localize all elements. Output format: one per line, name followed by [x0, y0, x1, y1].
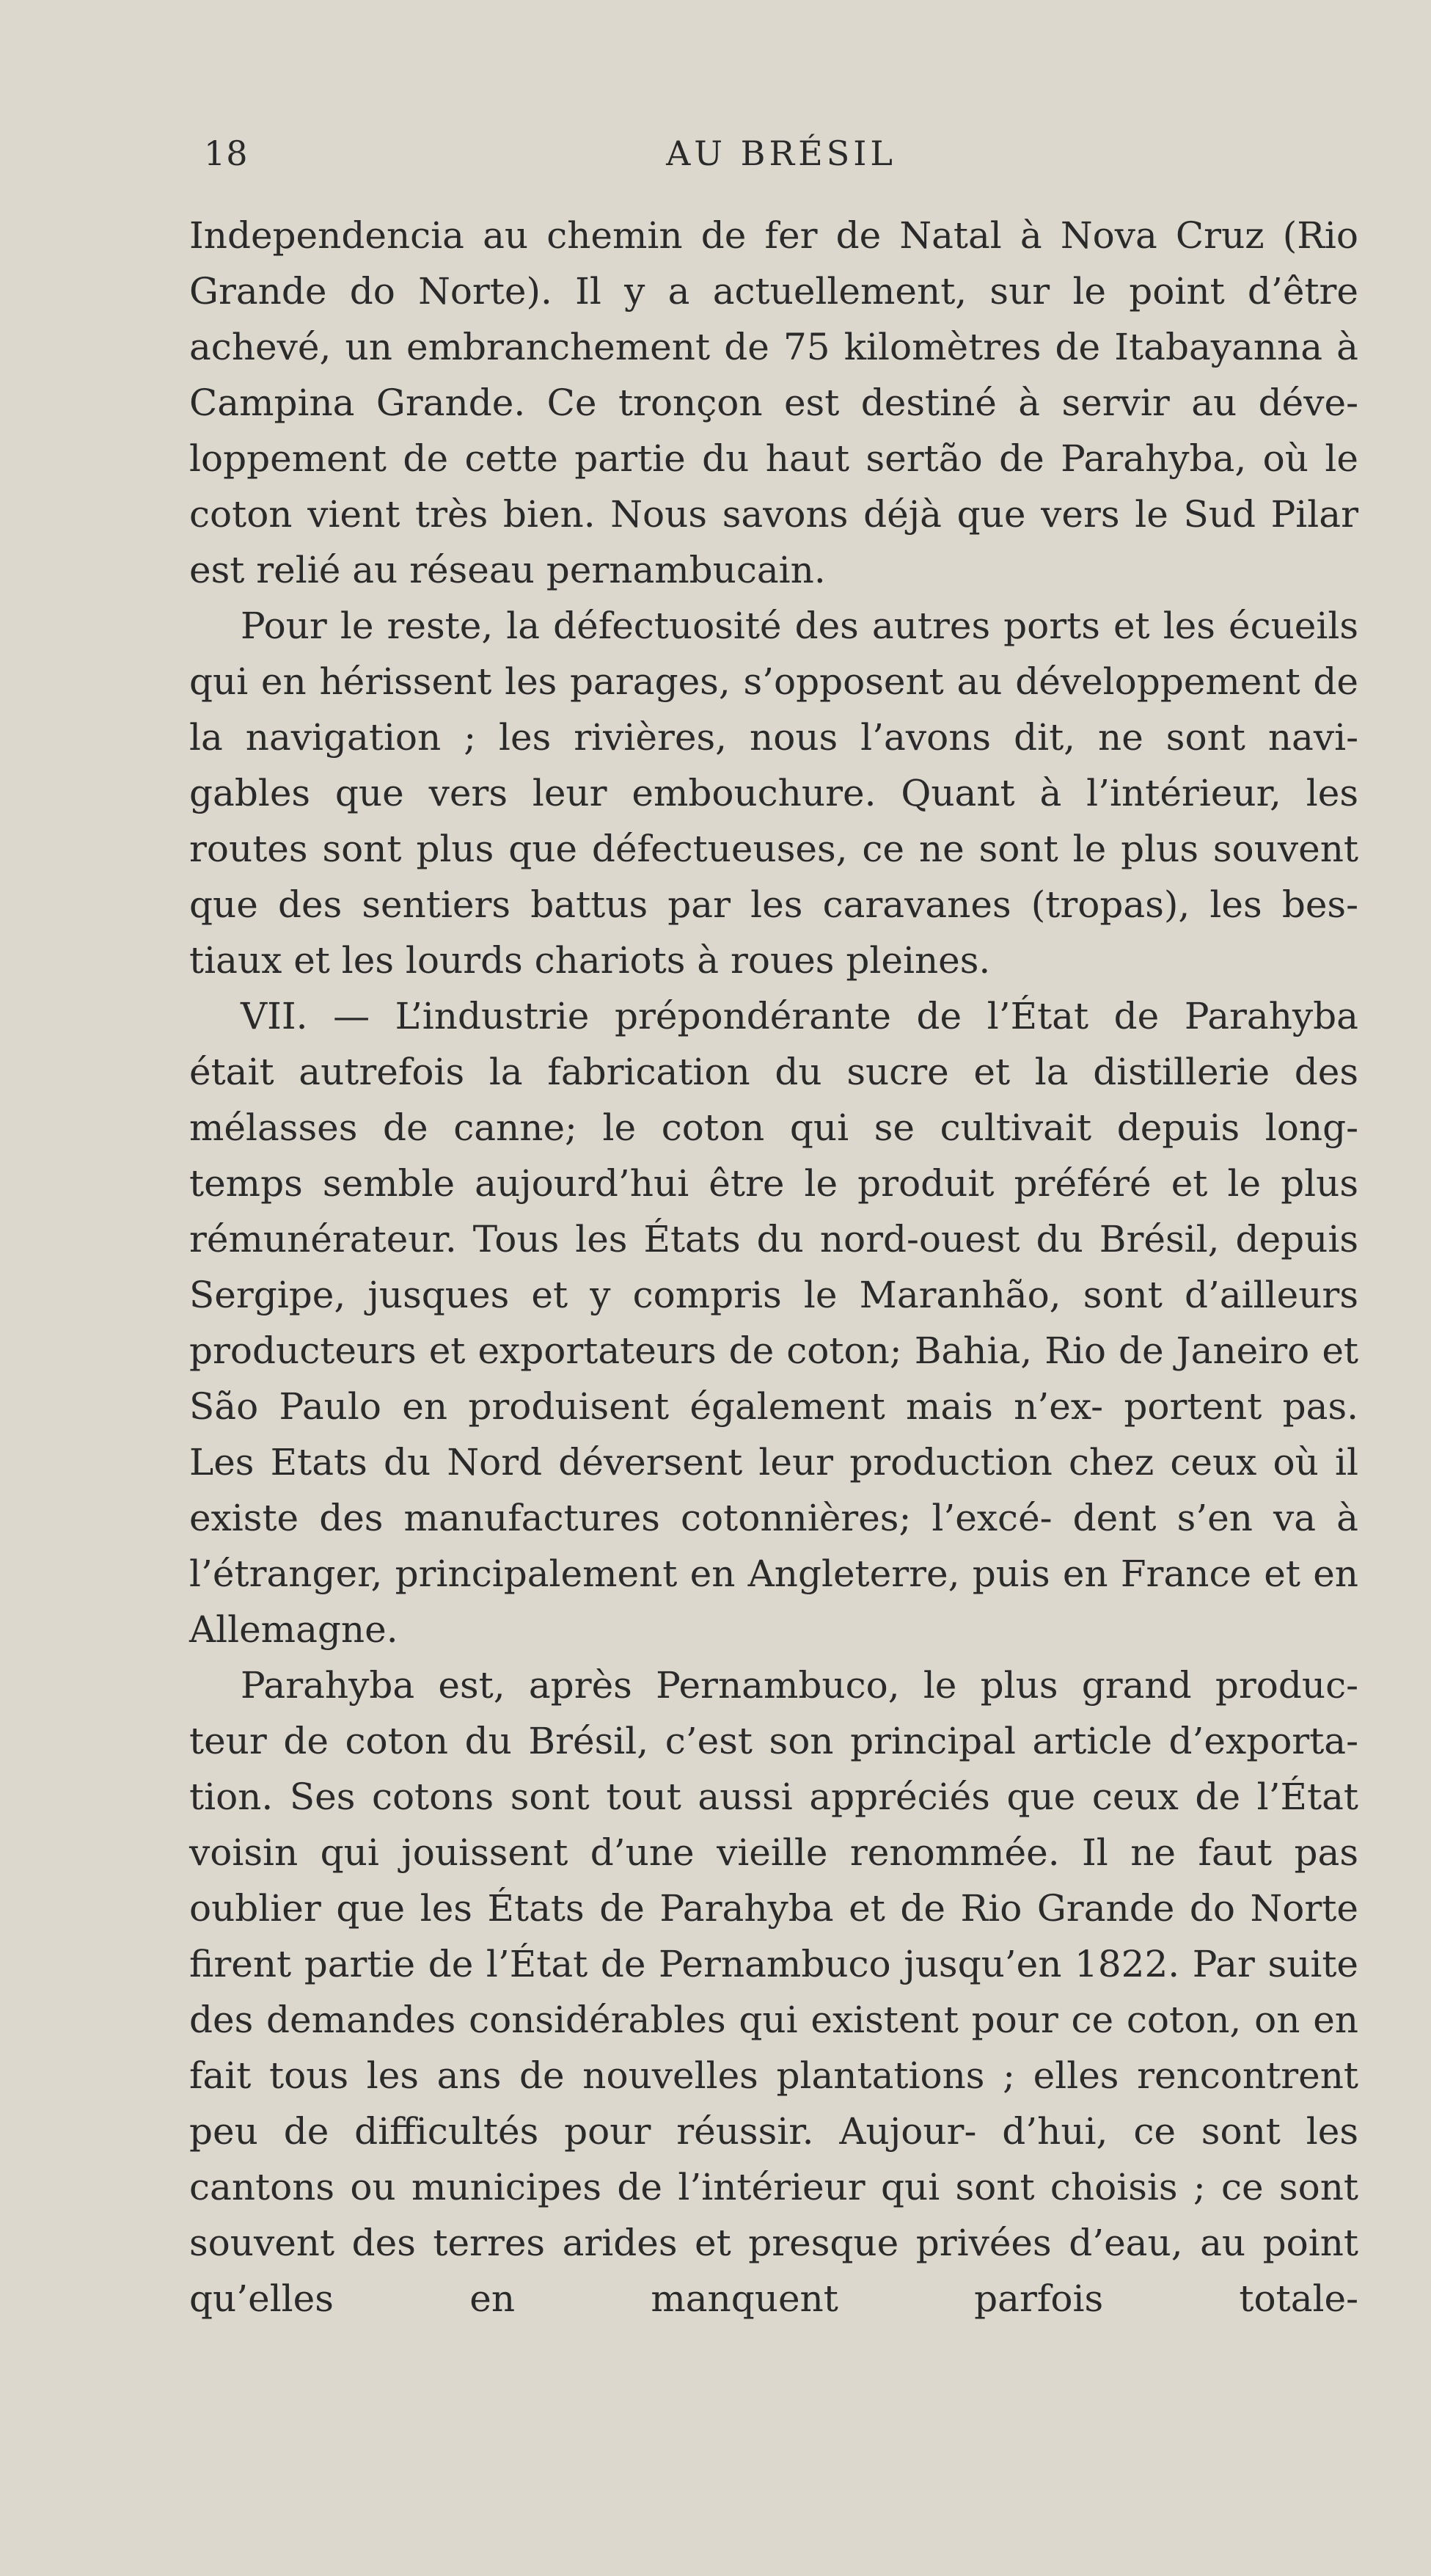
- paragraph-1: Independencia au chemin de fer de Natal à Nova Cruz (Rio Grande do Norte). Il y a actuellement, sur le point d’être achevé, un embranchement de 75 kilomètres de Itabayanna à Campina Grande. Ce tronçon est destiné à servir au déve- loppement de cette partie du haut sertão de Parahyba, où le coton vient très bien. Nous savons déjà que vers le Sud Pilar est relié au réseau pernambucain.: [189, 214, 1358, 591]
- page-header: [204, 134, 1358, 178]
- running-title: AU BRÉSIL: [666, 134, 896, 173]
- paragraph-2: Pour le reste, la défectuosité des autres ports et les écueils qui en hérissent les parages, s’opposent au développement de la navigation ; les rivières, nous l’avons dit, ne sont navi- gables que vers leur embouchure. Quant à l’intérieur, les routes sont plus que défectueuses, ce ne sont le plus souvent que des sentiers battus par les caravanes (tropas), les bes- tiaux et les lourds chariots à roues pleines.: [189, 605, 1358, 982]
- paragraph-3: VII. — L’industrie prépondérante de l’État de Parahyba était autrefois la fabrication du sucre et la distillerie des mélasses de canne; le coton qui se cultivait depuis long- temps semble aujourd’hui être le produit préféré et le plus rémunérateur. Tous les États du nord-ouest du Brésil, depuis Sergipe, jusques et y compris le Maranhão, sont d’ailleurs producteurs et exportateurs de coton; Bahia, Rio de Janeiro et São Paulo en produisent également mais n’ex- portent pas. Les Etats du Nord déversent leur production chez ceux où il existe des manufactures cotonnières; l’excé- dent s’en va à l’étranger, principalement en Angleterre, puis en France et en Allemagne.: [189, 995, 1358, 1651]
- paragraph-4: Parahyba est, après Pernambuco, le plus grand produc- teur de coton du Brésil, c’est son principal article d’exporta- tion. Ses cotons sont tout aussi appréciés que ceux de l’État voisin qui jouissent d’une vieille renommée. Il ne faut pas oublier que les États de Parahyba et de Rio Grande do Norte firent partie de l’État de Pernambuco jusqu’en 1822. Par suite des demandes considérables qui existent pour ce coton, on en fait tous les ans de nouvelles plantations ; elles rencontrent peu de difficultés pour réussir. Aujour- d’hui, ce sont les cantons ou municipes de l’intérieur qui sont choisis ; ce sont souvent des terres arides et presque privées d’eau, au point qu’elles en manquent parfois totale-: [189, 1664, 1358, 2320]
- body-text: [189, 208, 1358, 2327]
- page-number: 18: [204, 134, 249, 173]
